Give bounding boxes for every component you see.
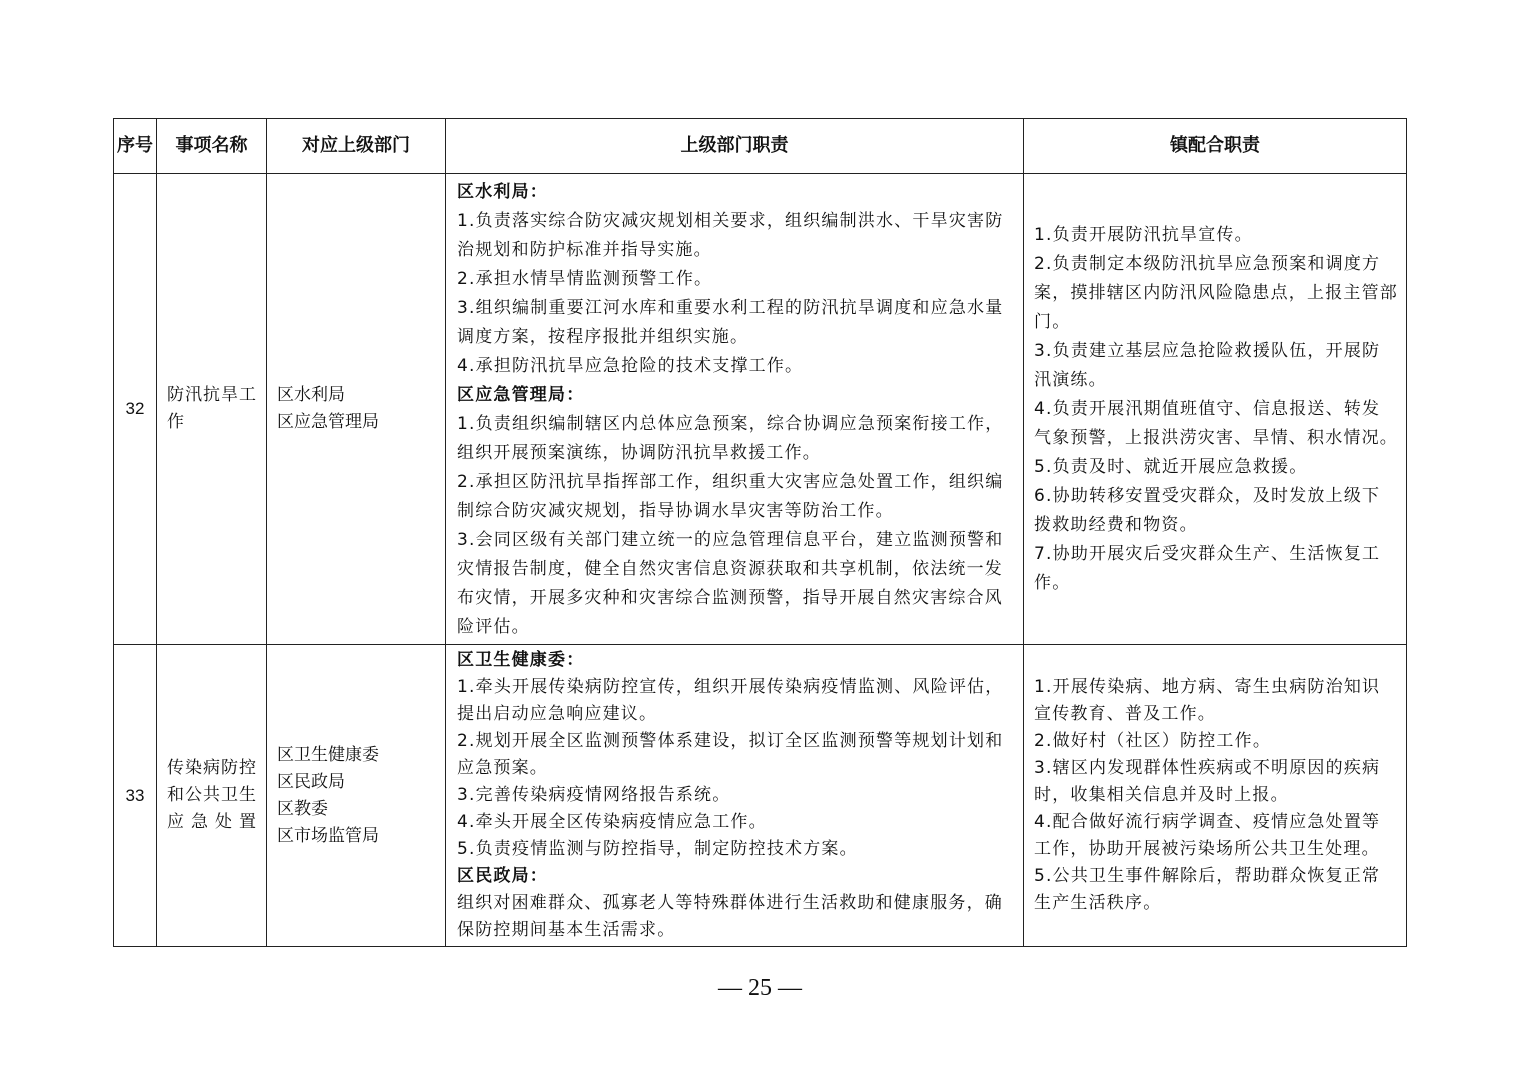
row-seq: 32 xyxy=(114,174,157,645)
town-item: 4.负责开展汛期值班值守、信息报送、转发气象预警，上报洪涝灾害、旱情、积水情况。 xyxy=(1034,398,1398,448)
header-town: 镇配合职责 xyxy=(1024,119,1407,174)
duty-item: 5.负责疫情监测与防控指导，制定防控技术方案。 xyxy=(457,839,858,859)
duty-org-title: 区应急管理局： xyxy=(457,385,585,405)
duty-org-title: 区卫生健康委： xyxy=(457,650,585,670)
duty-item: 4.牵头开展全区传染病疫情应急工作。 xyxy=(457,812,767,832)
duty-item: 2.承担水情旱情监测预警工作。 xyxy=(457,269,713,289)
duty-org-title: 区水利局： xyxy=(457,182,548,202)
row-depts xyxy=(267,174,446,645)
duty-item: 3.完善传染病疫情网络报告系统。 xyxy=(457,785,731,805)
row-item-name: 防汛抗旱工作 xyxy=(157,174,267,645)
page-number: — 25 — xyxy=(718,975,802,1001)
header-row xyxy=(114,119,1407,174)
row-seq: 33 xyxy=(114,645,157,947)
duty-item: 4.承担防汛抗旱应急抢险的技术支撑工作。 xyxy=(457,356,804,376)
duty-item: 2.规划开展全区监测预警体系建设，拟订全区监测预警等规划计划和应急预案。 xyxy=(457,731,1004,778)
duty-item: 1.牵头开展传染病防控宣传，组织开展传染病疫情监测、风险评估，提出启动应急响应建议。 xyxy=(457,677,1004,724)
duty-item: 1.负责组织编制辖区内总体应急预案，综合协调应急预案衔接工作，组织开展预案演练，协调防汛抗旱救援工作。 xyxy=(457,414,1004,463)
duty-org-title: 区民政局： xyxy=(457,866,548,886)
row-item-name: 传染病防控和公共卫生应急处置 xyxy=(157,645,267,947)
dept-name: 区应急管理局 xyxy=(277,412,379,432)
dept-name: 区民政局 xyxy=(277,771,345,792)
town-item: 7.协助开展灾后受灾群众生产、生活恢复工作。 xyxy=(1034,543,1381,593)
duties-table xyxy=(113,118,1407,947)
dept-name: 区教委 xyxy=(277,798,328,819)
town-item: 4.配合做好流行病学调查、疫情应急处置等工作，协助开展被污染场所公共卫生处理。 xyxy=(1034,812,1381,859)
row-town-duties xyxy=(1024,645,1407,947)
duty-item: 2.承担区防汛抗旱指挥部工作，组织重大灾害应急处置工作，组织编制综合防灾减灾规划，指导协调水旱灾害等防治工作。 xyxy=(457,472,1004,521)
town-item: 1.负责开展防汛抗旱宣传。 xyxy=(1034,224,1253,245)
dept-name: 区卫生健康委 xyxy=(277,744,379,765)
duty-item: 1.负责落实综合防灾减灾规划相关要求，组织编制洪水、干旱灾害防治规划和防护标准并指导实施。 xyxy=(457,211,1004,260)
town-item: 2.负责制定本级防汛抗旱应急预案和调度方案，摸排辖区内防汛风险隐患点，上报主管部门。 xyxy=(1034,253,1398,332)
dept-name: 区水利局 xyxy=(277,385,345,405)
town-item: 1.开展传染病、地方病、寄生虫病防治知识宣传教育、普及工作。 xyxy=(1034,677,1381,724)
row-town-duties xyxy=(1024,174,1407,645)
town-item: 2.做好村（社区）防控工作。 xyxy=(1034,731,1272,751)
header-duty: 上级部门职责 xyxy=(446,119,1024,174)
town-item: 5.负责及时、就近开展应急救援。 xyxy=(1034,456,1308,477)
town-item: 3.辖区内发现群体性疾病或不明原因的疾病时，收集相关信息并及时上报。 xyxy=(1034,758,1381,805)
table-row xyxy=(114,174,1407,645)
header-seq: 序号 xyxy=(114,119,157,174)
town-item: 6.协助转移安置受灾群众，及时发放上级下拨救助经费和物资。 xyxy=(1034,485,1381,535)
header-name: 事项名称 xyxy=(157,119,267,174)
dept-name: 区市场监管局 xyxy=(277,825,379,846)
duty-item: 组织对困难群众、孤寡老人等特殊群体进行生活救助和健康服务，确保防控期间基本生活需求。 xyxy=(457,893,1003,940)
duty-item: 3.组织编制重要江河水库和重要水利工程的防汛抗旱调度和应急水量调度方案，按程序报批并组织实施。 xyxy=(457,298,1004,347)
row-superior-duties xyxy=(446,645,1024,947)
header-dept: 对应上级部门 xyxy=(267,119,446,174)
duty-item: 3.会同区级有关部门建立统一的应急管理信息平台，建立监测预警和灾情报告制度，健全自然灾害信息资源获取和共享机制，依法统一发布灾情，开展多灾种和灾害综合监测预警，指导开展自然灾害综合风险评估。 xyxy=(457,530,1004,637)
row-superior-duties xyxy=(446,174,1024,645)
table-row xyxy=(114,645,1407,947)
town-item: 5.公共卫生事件解除后，帮助群众恢复正常生产生活秩序。 xyxy=(1034,866,1381,913)
town-item: 3.负责建立基层应急抢险救援队伍，开展防汛演练。 xyxy=(1034,340,1381,390)
row-depts xyxy=(267,645,446,947)
